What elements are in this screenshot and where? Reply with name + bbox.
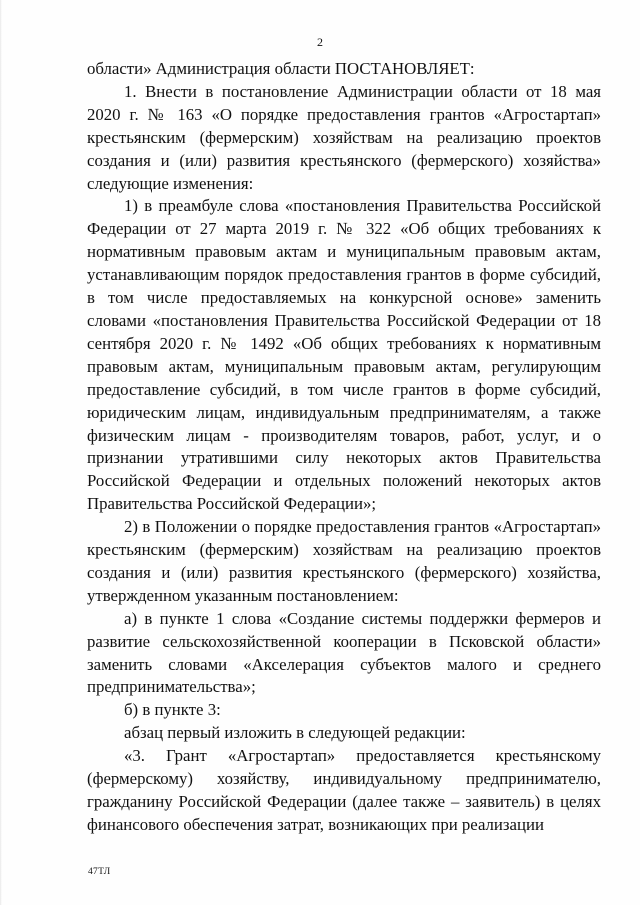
footer-document-code: 47ТЛ	[88, 867, 111, 877]
page-number: 2	[317, 35, 323, 49]
paragraph-point-3: «3. Грант «Агростартап» предоставляется крестьянскому (фермерскому) хозяйству, индивидуальному предпринимателю, гражданину Российской Федерации (далее также – заявитель) в целях финансового обеспечения затрат, возникающих при реализации	[87, 746, 601, 834]
paragraph-intro: области» Администрация области ПОСТАНОВЛЯЕТ:	[87, 59, 475, 78]
paragraph-subitem-a: а) в пункте 1 слова «Создание системы поддержки фермеров и развитие сельскохозяйственной кооперации в Псковской области» заменить словами «Акселерация субъектов малого и среднего предпринимательства»;	[87, 608, 601, 697]
paragraph-first-abzac: абзац первый изложить в следующей редакции:	[124, 723, 466, 743]
paragraph-subitem-1: 1) в преамбуле слова «постановления Правительства Российской Федерации от 27 марта 2019 г. № 322 «Об общих требованиях к нормативным правовым актам и муниципальным правовым актам, устанавливающим порядок предоставления грантов в форме субсидий, в том числе предоставляемых на конкурсной основе» заменить словами «постановления Правительства Российской Федерации от 18 сентября 2020 г. № 1492 «Об общих требованиях к нормативным правовым актам, муниципальным правовым актам, регулирующим предоставление субсидий, в том числе грантов в форме субсидий, юридическим лицам, индивидуальным предпринимателям, а также физическим лицам - производителям товаров, работ, услуг, и о признании утратившими силу некоторых актов Правительства Российской Федерации и отдельных положений некоторых актов Правительства Российской Федерации»;	[87, 196, 601, 514]
scan-edge	[0, 0, 2, 905]
paragraph-subitem-2: 2) в Положении о порядке предоставления грантов «Агростартап» крестьянским (фермерским) хозяйствам на реализацию проектов создания и (или) развития крестьянского (фермерского) хозяйства, утвержденном указанным постановлением:	[87, 517, 601, 605]
paragraph-item-1: 1. Внести в постановление Администрации области от 18 мая 2020 г. № 163 «О порядке предоставления грантов «Агростартап» крестьянским (фермерским) хозяйствам на реализацию проектов создания и (или) развития крестьянского (фермерского) хозяйства» следующие изменения:	[87, 81, 601, 193]
document-body	[87, 58, 601, 837]
paragraph-subitem-b: б) в пункте 3:	[124, 700, 221, 720]
